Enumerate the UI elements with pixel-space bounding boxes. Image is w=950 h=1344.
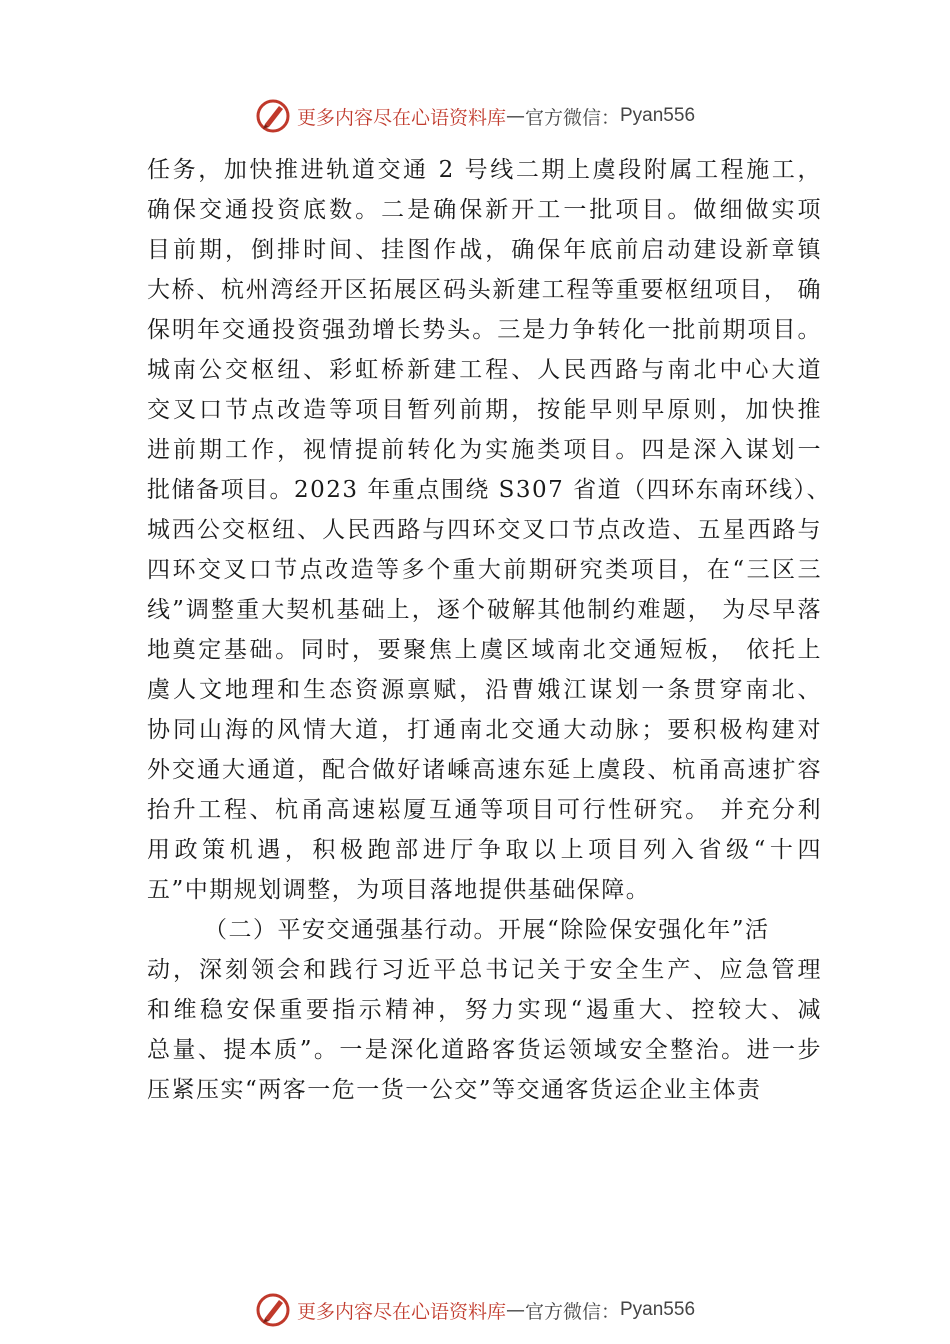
text-line: 任务，加快推进轨道交通 2 号线二期上虞段附属工程施工， — [147, 157, 822, 183]
text-line: 保明年交通投资强劲增长势头。三是力争转化一批前期项目。 — [147, 317, 822, 343]
banner-wechat-label: 官方微信： — [524, 1300, 620, 1323]
banner-library-text: 更多内容尽在心语资料库 — [296, 106, 506, 129]
text-line: 进前期工作，视情提前转化为实施类项目。四是深入谋划一 — [147, 437, 822, 463]
text-line: 外交通大通道，配合做好诸嵊高速东延上虞段、杭甬高速扩容 — [147, 757, 822, 783]
banner-library-text: 更多内容尽在心语资料库 — [296, 1300, 506, 1323]
text-line: 抬升工程、杭甬高速崧厦互通等项目可行性研究。 并充分利 — [147, 797, 822, 823]
text-line: 和维稳安保重要指示精神，努力实现“遏重大、控较大、减 — [147, 997, 822, 1023]
text-line: 交叉口节点改造等项目暂列前期，按能早则早原则，加快推 — [147, 397, 822, 423]
text-line: 目前期，倒排时间、挂图作战，确保年底前启动建设新章镇 — [147, 237, 822, 263]
document-body — [147, 150, 832, 1110]
text-line: 批储备项目。2023 年重点围绕 S307 省道（四环东南环线）、 — [147, 477, 832, 503]
banner-dash: — — [505, 1299, 525, 1321]
text-line: 城西公交枢纽、人民西路与四环交叉口节点改造、五星西路与 — [147, 517, 822, 543]
text-line: 虞人文地理和生态资源禀赋，沿曹娥江谋划一条贯穿南北、 — [147, 677, 822, 703]
text-line: 确保交通投资底数。二是确保新开工一批项目。做细做实项 — [147, 197, 822, 223]
text-line: 城南公交枢纽、彩虹桥新建工程、人民西路与南北中心大道 — [147, 357, 822, 383]
banner-wechat-label: 官方微信： — [524, 106, 620, 129]
section-heading-line: （二）平安交通强基行动。开展“除险保安强化年”活 — [204, 917, 770, 943]
text-line: 总量、提本质”。一是深化道路客货运领域安全整治。进一步 — [147, 1037, 822, 1063]
pen-logo-icon — [255, 98, 291, 134]
text-line: 协同山海的风情大道，打通南北交通大动脉；要积极构建对 — [147, 717, 822, 743]
text-line: 大桥、杭州湾经开区拓展区码头新建工程等重要枢纽项目， 确 — [147, 277, 822, 303]
text-line: 四环交叉口节点改造等多个重大前期研究类项目，在“三区三 — [147, 557, 822, 583]
banner-account-id: Pyan556 — [620, 105, 696, 126]
pen-logo-icon — [255, 1292, 291, 1328]
banner-account-id: Pyan556 — [620, 1299, 696, 1320]
banner-dash: — — [505, 105, 525, 127]
text-line: 地奠定基础。同时，要聚焦上虞区域南北交通短板， 依托上 — [147, 637, 822, 663]
footer-banner — [0, 1288, 950, 1332]
header-banner — [0, 94, 950, 138]
text-line: 五”中期规划调整，为项目落地提供基础保障。 — [147, 877, 651, 903]
text-line: 用政策机遇，积极跑部进厅争取以上项目列入省级“十四 — [147, 837, 822, 863]
text-line: 动，深刻领会和践行习近平总书记关于安全生产、应急管理 — [147, 957, 822, 983]
text-line: 压紧压实“两客一危一货一公交”等交通客货运企业主体责 — [147, 1077, 762, 1103]
text-line: 线”调整重大契机基础上，逐个破解其他制约难题， 为尽早落 — [147, 597, 822, 623]
